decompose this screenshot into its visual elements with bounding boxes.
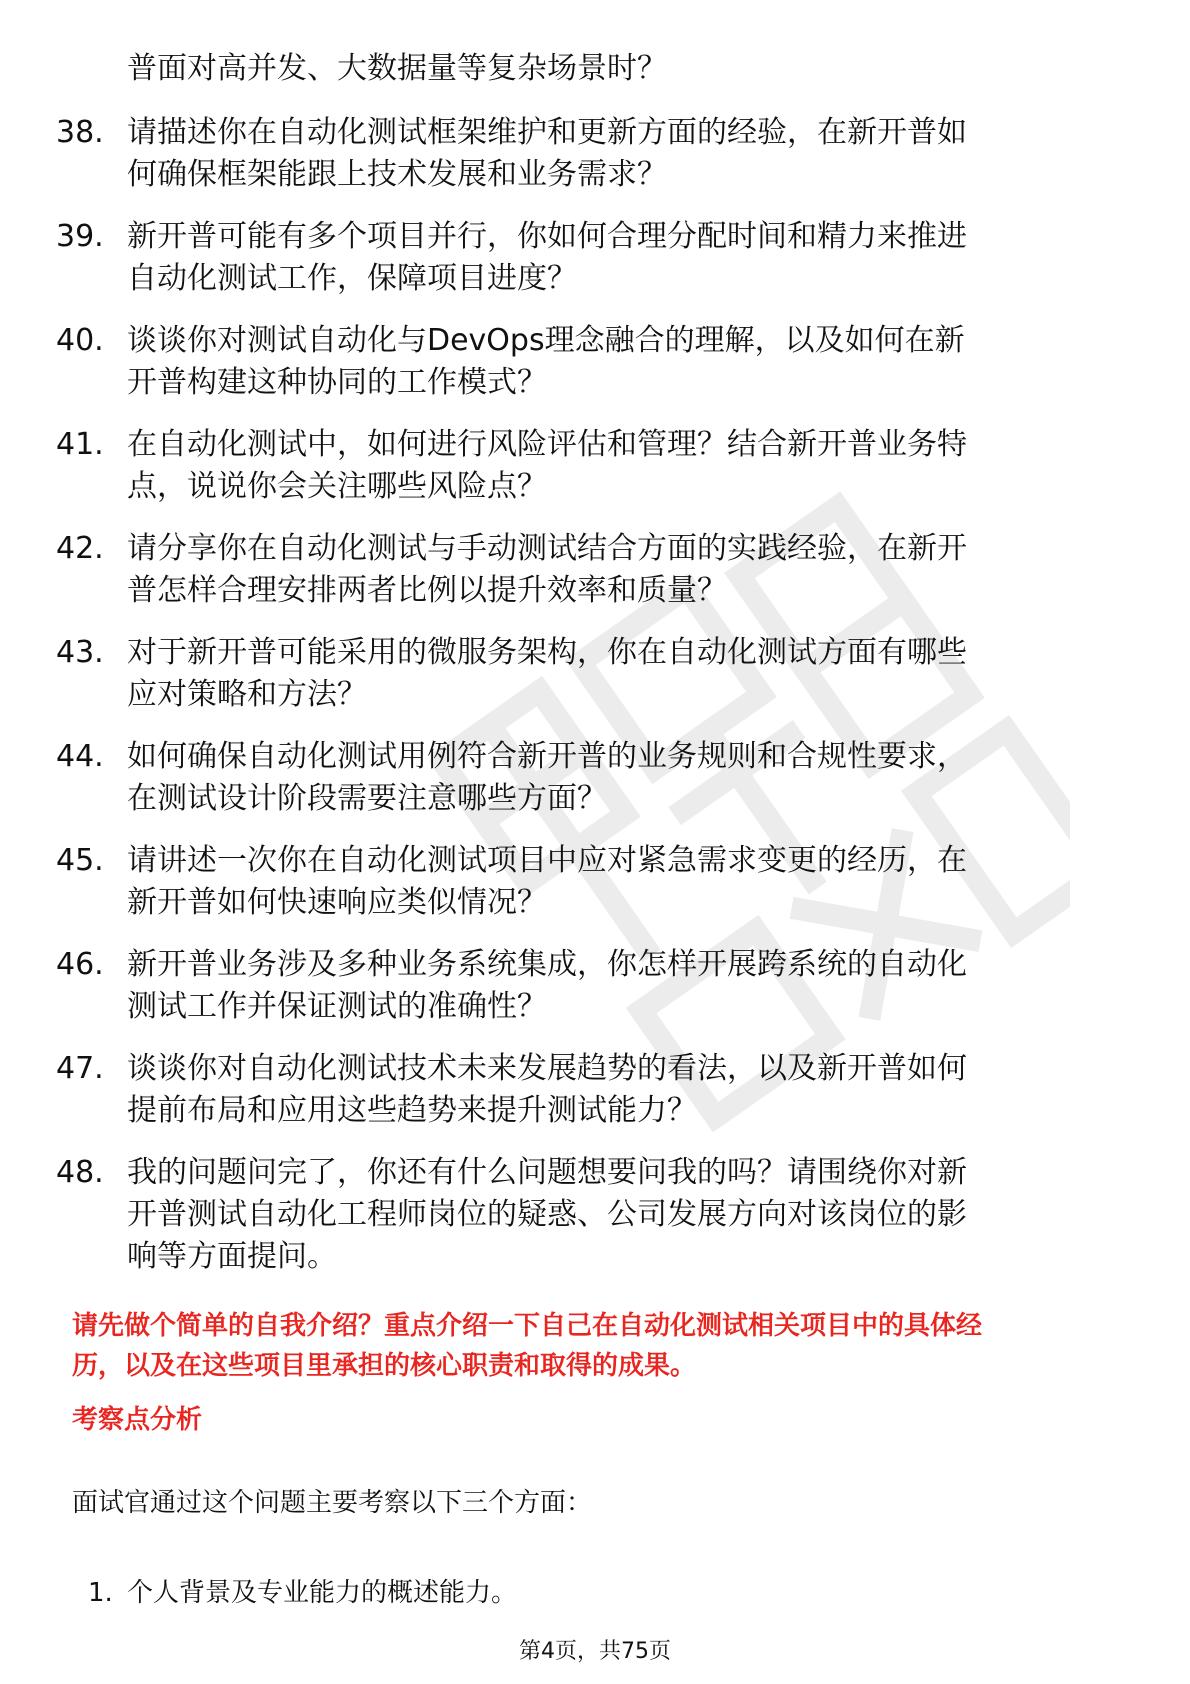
question-item (0, 216, 1190, 320)
question-number: 48. (56, 1155, 104, 1190)
question-item (0, 840, 1190, 944)
question-text: 在自动化测试中，如何进行风险评估和管理？结合新开普业务特 点，说说你会关注哪些风险点？ (127, 427, 967, 504)
question-item (0, 1152, 1190, 1292)
question-number: 46. (56, 947, 104, 982)
question-text: 新开普业务涉及多种业务系统集成，你怎样开展跨系统的自动化 测试工作并保证测试的准确性？ (127, 947, 967, 1024)
list-item-number: 1. (88, 1578, 113, 1608)
question-item (0, 320, 1190, 424)
list-item-text: 个人背景及专业能力的概述能力。 (127, 1578, 518, 1608)
question-text: 请分享你在自动化测试与手动测试结合方面的实践经验，在新开 普怎样合理安排两者比例以提升效率和质量？ (127, 531, 967, 608)
question-item (0, 528, 1190, 632)
question-item (0, 632, 1190, 736)
question-number: 38. (56, 115, 104, 150)
question-text: 谈谈你对自动化测试技术未来发展趋势的看法，以及新开普如何 提前布局和应用这些趋势来提升测试能力？ (127, 1051, 967, 1128)
question-item (0, 944, 1190, 1048)
question-number: 47. (56, 1051, 104, 1086)
question-text: 请讲述一次你在自动化测试项目中应对紧急需求变更的经历，在 新开普如何快速响应类似情况？ (127, 843, 967, 920)
question-number: 45. (56, 843, 104, 878)
question-list (0, 112, 1190, 1292)
question-number: 42. (56, 531, 104, 566)
analysis-intro: 面试官通过这个问题主要考察以下三个方面： (72, 1488, 593, 1518)
featured-question: 请先做个简单的自我介绍？重点介绍一下自己在自动化测试相关项目中的具体经 历，以及在这些项目里承担的核心职责和取得的成果。 (72, 1311, 983, 1381)
question-number: 40. (56, 323, 104, 358)
question-text: 请描述你在自动化测试框架维护和更新方面的经验，在新开普如 何确保框架能跟上技术发展和业务需求？ (127, 115, 967, 192)
question-text: 新开普可能有多个项目并行，你如何合理分配时间和精力来推进 自动化测试工作，保障项目进度？ (127, 219, 967, 296)
question-number: 44. (56, 739, 104, 774)
question-number: 43. (56, 635, 104, 670)
question-item (0, 112, 1190, 216)
question-text: 如何确保自动化测试用例符合新开普的业务规则和合规性要求， 在测试设计阶段需要注意哪些方面？ (127, 739, 967, 816)
question-text: 谈谈你对测试自动化与DevOps理念融合的理解，以及如何在新 开普构建这种协同的工作模式？ (127, 323, 965, 400)
page-footer: 第4页，共75页 (519, 1639, 671, 1664)
question-text: 对于新开普可能采用的微服务架构，你在自动化测试方面有哪些 应对策略和方法？ (127, 635, 967, 712)
question-text: 我的问题问完了，你还有什么问题想要问我的吗？请围绕你对新 开普测试自动化工程师岗位的疑惑、公司发展方向对该岗位的影 响等方面提问。 (127, 1155, 967, 1274)
question-item (0, 1048, 1190, 1152)
question-number: 39. (56, 219, 104, 254)
continuation-line: 普面对高并发、大数据量等复杂场景时？ (127, 51, 667, 86)
analysis-heading: 考察点分析 (72, 1405, 203, 1435)
question-item (0, 424, 1190, 528)
question-number: 41. (56, 427, 104, 462)
question-item (0, 736, 1190, 840)
